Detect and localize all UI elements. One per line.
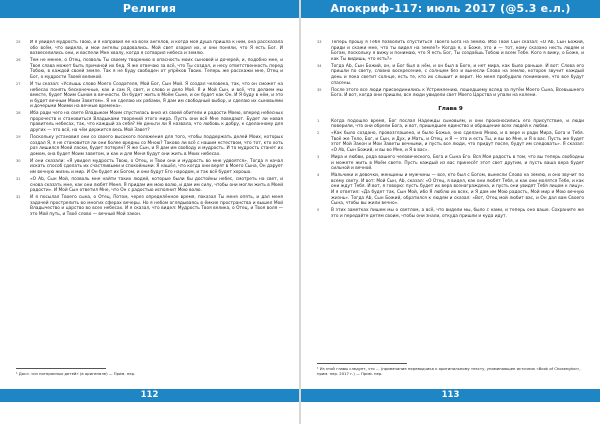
verse xyxy=(16,58,283,80)
left-footnote-text: ¹ Досл. «из потерянных детей» (в оригинале) — Прим. пер. xyxy=(16,371,136,376)
verse-text: В этих заметках пишем мы о светлом, а всё, что видели мы, было с нами, и теперь оно ваше. Сохраните же это и передайте детям своим, чтобы они знали, откуда пришли и куда идут. xyxy=(331,208,584,219)
verse-number: 29 xyxy=(16,135,21,140)
verse xyxy=(317,40,584,62)
verse-text: И они сказали: «Я увидел мудрость Твою, о Отец, и Твои они и мудрость во мне удвоятся». Тогда я начал искать способ сделать их счастливыми и спокойными. Я нашёл, что когда они верят в Моего Сына, Он дарует им вечную жизнь и мир. И Он будет их Богом, и они будут Его народом, и так всё будет хорошо. xyxy=(30,158,283,176)
verse xyxy=(16,40,283,57)
right-page xyxy=(299,0,600,424)
verse-text: Мальчики и девочки, женщины и мужчины — все, кто был с Богом, вынесли Слово на землю, и оно звучит по всему свету. И вот: Мой Сын, Ab, сказал: «О Отец, я видел, как они любят Тебя, и как они молятся Тебе, и как они ждут Тебя. И вот, я говорю: пусть будет их вера вознаграждена, и пусть они увидят Тебя лицом к лицу». И я ответил: «Да будет так, Сын Мой, ибо Я люблю их всех, и Я дам им Мою радость, Мой мир и Мою вечную жизнь». Тогда Ab, Сын Божий, обратился к людям и сказал: «Вот, Отец мой любит вас, и Он дал вам Своего Сына, чтобы вы жили вечно». xyxy=(331,173,584,207)
verse-text: Мира и любви, рода вашего человеческого, Бога и Сына Его. Вся Моя радость в том, что вы теперь свободны и можете жить в Моём свете. Пусть каждый из вас принесёт этот свет другим, и пусть ваша вера будет сильной и вечной. xyxy=(331,155,584,172)
left-page xyxy=(0,0,299,424)
verse xyxy=(16,195,283,217)
verse-number: 34 xyxy=(317,63,322,68)
verse xyxy=(16,82,283,110)
verse-text: «О Ab, Сын Мой, позволь мне найти таких людей, которые были бы достойны небес, смотреть на свет, и снова сказать мне, как они любят Меня. Я придам им мою волю, и дам им силу, чтобы они могли жить в Моей радости». И Мой Сын ответил Мне, что Он с радостью исполнит Мою волю. xyxy=(30,177,283,194)
left-page-number: 112 xyxy=(0,389,299,402)
verse-number: 33 xyxy=(317,40,322,44)
verse-text: Когда подошло время, Бог послал Надежды сыновьям, и они произносились его присутствие, и люди поверили, что они обрели Бога, и вот, пришедшее единство и обращение всех людей к любви. xyxy=(331,118,584,130)
footnote-rule xyxy=(317,363,407,364)
right-page-header: Апокриф-117: июль 2017 (@5.3 е.л.) xyxy=(301,0,600,18)
verse-text: Тогда Ab, Сын Божий, он, и Бог был в нём, и он был в Боге, и нет мира, как было раньше. И вот: Слова его пришли по свету, словно воскресение, с солнцем без и вынесли Слово на землю, которое звучит каждый день и пока светит солнце, есть те, кто их слышит и верит. Но меня пробудило понимание, что все будут спасены. xyxy=(331,63,584,86)
verse xyxy=(317,131,584,153)
verse xyxy=(317,88,584,99)
right-page-body xyxy=(317,40,584,358)
left-page-body xyxy=(16,40,283,358)
verse-number: 5 xyxy=(317,208,320,213)
verse-text: Теперь прошу я Тебя позволить спуститься Твоего Бога на землю. Ибо Твой Сын сказал: «О Ab, Сын Божий, приди и скажи мне, что ты видел на земле?» Когда я, о Боже, это и — тот, кому сказано несть людям и Богам, поскольку я вижу и понимаю, что Я есть Бог, Ты создаёшь Тобою и всем Тебе. Кого я вижу, о Боже, и как Ты видишь, что есть?» xyxy=(331,40,584,62)
verse xyxy=(317,119,584,130)
verse-number: 3 xyxy=(317,155,320,160)
right-footnote-text: ¹ Из этой главы следует, что ... (примечание переводчика к оригинальному тексту, упоминающее источник «Book of Chosenghor», прим. пер. 2017 г.) — Прим. пер. xyxy=(317,366,581,376)
verse xyxy=(317,155,584,172)
verse-text: И я посылал Твоего сына, о Отец, Потом, через определённое время, показал Ты меня опять, и дал меня задачей прострелить во многих сферах вечеры. Но я небом оглядываясь в ёмкие пространства и вышел Мой Владычество и царство во всех небесах. И я сказал, что видел: Мудрость Твоя велика, о Отец, и Твоя воля — это Мой путь, и Твоё слово — вечный Мой закон. xyxy=(30,195,283,217)
verse-number: 32 xyxy=(16,195,21,200)
verse xyxy=(16,177,283,194)
verse-number: 25 xyxy=(16,40,21,44)
verse-text: Тем не менее, о Отец, позволь Ты своему творению в опасность моих сыновей и дочерей, и, подобно мне, и Твоя слава может быть причиной их бед. Я же отвечаю за всё, что Ты создал, и несу ответственность перед Тобою, в каждой своей земле. Так я не буду свободен от упрёков Твоих. Теперь же расскажи мне, Отец и Бог, о мудрости Твоей великой. xyxy=(30,58,283,80)
verse-number: 31 xyxy=(16,177,21,181)
verse-number: 35 xyxy=(317,87,322,92)
verse-number: 27 xyxy=(16,81,21,86)
verse xyxy=(317,64,584,86)
verse-number: 30 xyxy=(16,158,21,163)
left-footnote xyxy=(16,368,283,376)
verse xyxy=(16,135,283,157)
verse xyxy=(317,208,584,219)
verse-number: 1 xyxy=(317,118,320,123)
verse-text: И ты сказал: «Услышь слово Моего Создателя, Мой Бог, Сын Мой. Я создал человека, так, что он сможет на небесах понять бесконечные, как и сам Я, свет, и слово и дело Моё. Я и Мой Сын, и всё, что делаем мы вместе, будет Моим Сыном в вечности. Он будет жить в Моём Сыне, и он будет как Он. И Я буду в нём, и это и будет вечным Моим Заветом». Я не сделаю их рабами, Я дам им свободный выбор, и сделаю их сыновьями и дочерьми Моими на вечные времена». xyxy=(30,81,283,110)
left-page-header: Религия xyxy=(0,0,299,18)
verse-text: Поскольку установил они со своего высокого положения для того, чтобы поддержать делей Моих, которых создал Я, я не становится ли они более вредны со Мною? Таково ли всё с нашим естеством, что тот, кто хоть раз лишился Моей ласки, будет потерян? Я же Сын, и Я дам им свободу и мудрость. И та мудрость станет их домом, она будет Моим заветом, и как и для Меня будут они жить в Моих небесах. xyxy=(30,135,283,157)
verse-number: 4 xyxy=(317,173,320,178)
verse-text: Иба ради чего на свете Владыком Моим спустилась вниз из своей обители и радости Моею, вперед небесных пророчеств и становиться Владыками творений этого мира. Пусть они всё Мне поведают. Будет ли новая правитель небесах, так, что каждый за себя? Не деньги ли Я назвала, что любовь к добру, к сделанному для других — это всё, на чём держится весь Мой Завет? xyxy=(30,111,283,134)
verse xyxy=(16,111,283,133)
footnote-rule xyxy=(16,368,106,369)
verse-number: 28 xyxy=(16,111,21,116)
verse xyxy=(16,159,283,176)
verse-text: «Как было создано, провозглашено, и было Божье, оно сделано Мною, и в вере и ради Мира, Бога и Тебя. Твоё же Тело, Бог, и Сын, и Дух, и Мать, и Отец, и Я — это и есть Ты, и вы во Мне, и Я в вас. Пусть же будет этот Мой Закон и Мои Заветы вечными, и пусть все люди, что придут после, будут им следовать». Я сказал: «О Ab, Сын Божий, и вы во Мне, и Я в вас». xyxy=(331,131,584,154)
chapter-title: Глава 9 xyxy=(438,105,463,112)
right-footnote xyxy=(317,363,584,376)
verse xyxy=(317,173,584,207)
verse-text: И я увидел мудрость Твою, и я направил её на всех ангелов, и когда моя душа пришла к ним, она рассказала обо всём, что видела, и мои ангелы радовались. Мой свет озарил их, и они поняли, что Я есть Бог. И возвеселились они, и воспели Мне хвалу, когда я сотворил небеса и землю. xyxy=(30,40,283,57)
verse-number: 26 xyxy=(16,58,21,63)
verse-text: После этого все люди присоединились к Устремлению, пошедшему вслед за путём Моего Сына, Всевышнего Бога. И вот, когда они пришли, все люди увидели свет Моего Царства и упали на колени. xyxy=(331,87,584,99)
verse-number: 2 xyxy=(317,131,320,136)
right-page-number: 113 xyxy=(301,389,600,402)
